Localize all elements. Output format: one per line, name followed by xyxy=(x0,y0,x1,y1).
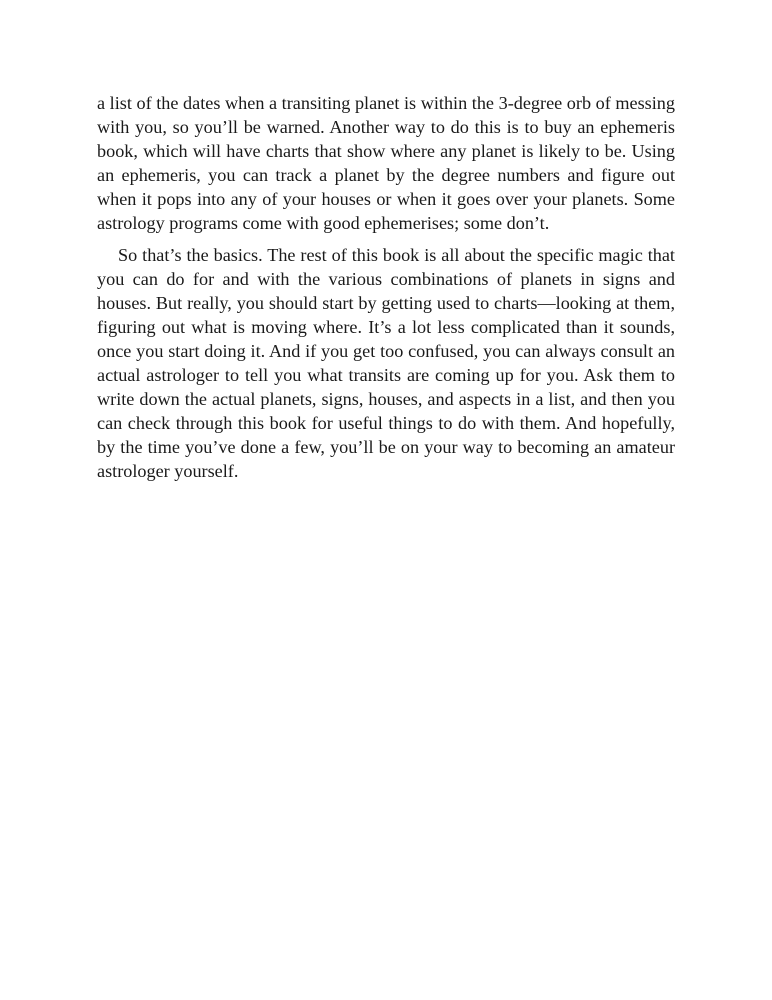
paragraph-basics: So that’s the basics. The rest of this book is all about the specific magic that you can do for and with the various combinations of planets in signs and houses. But really, you should start by getting used to charts—looking at them, figuring out what is moving where. It’s a lot less complicated than it sounds, once you start doing it. And if you get too confused, you can always consult an actual astrologer to tell you what transits are coming up for you. Ask them to write down the actual planets, signs, houses, and aspects in a list, and then you can check through this book for useful things to do with them. And hopefully, by the time you’ve done a few, you’ll be on your way to becoming an amateur astrologer yourself. xyxy=(97,245,675,481)
paragraph-continued: a list of the dates when a transiting planet is within the 3-degree orb of messing with you, so you’ll be warned. Another way to do this is to buy an ephemeris book, which will have charts that show where any planet is likely to be. Using an ephemeris, you can track a planet by the degree numbers and figure out when it pops into any of your houses or when it goes over your planets. Some astrology programs come with good ephemerises; some don’t. xyxy=(97,93,675,233)
page-body xyxy=(97,91,675,483)
